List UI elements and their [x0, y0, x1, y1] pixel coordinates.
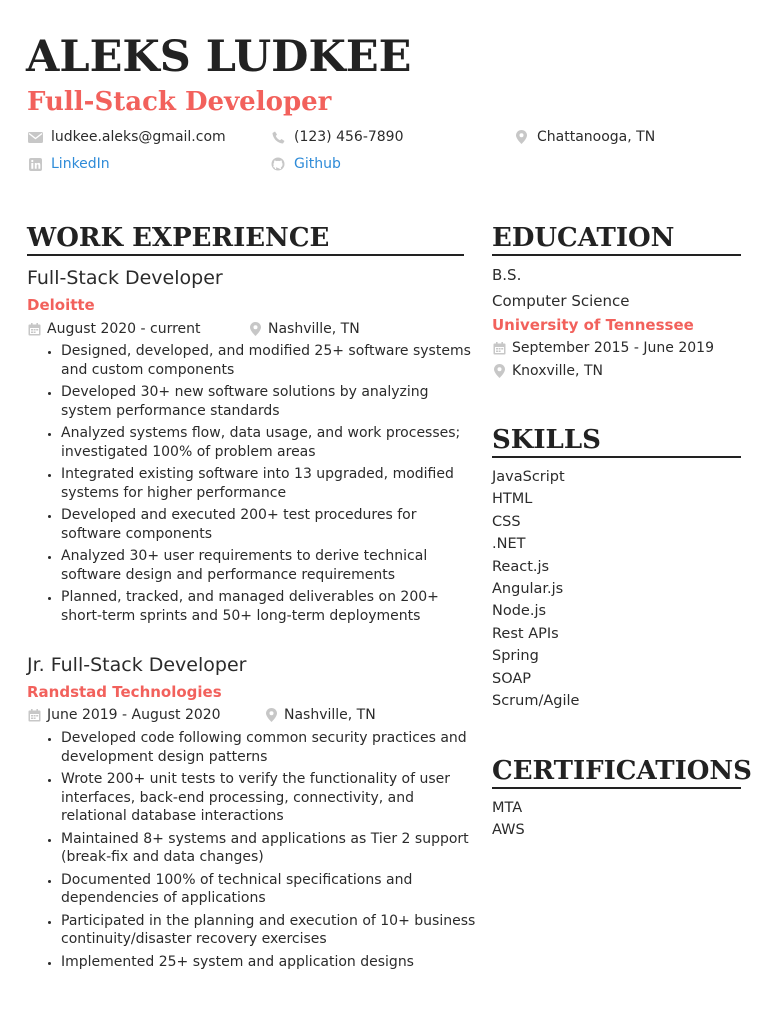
skills-heading: SKILLS	[492, 424, 741, 458]
certifications-list	[492, 797, 525, 842]
job-dates-text: June 2019 - August 2020	[47, 707, 221, 723]
list-item: • Analyzed 30+ user requirements to derive technical software design and performance requirements	[61, 547, 481, 584]
job-location-text: Nashville, TN	[284, 707, 376, 723]
list-item: • Designed, developed, and modified 25+ software systems and custom components	[61, 342, 481, 379]
job-title-1: Full-Stack Developer	[27, 267, 223, 289]
degree: B.S.	[492, 266, 522, 284]
calendar-icon	[27, 323, 41, 336]
location-text: Chattanooga, TN	[537, 129, 656, 145]
job-dates-text: August 2020 - current	[47, 321, 201, 337]
list-item: • Implemented 25+ system and application designs	[61, 953, 481, 972]
linkedin-link[interactable]: LinkedIn	[51, 156, 110, 172]
list-item: Scrum/Agile	[492, 693, 580, 710]
list-item: • Wrote 200+ unit tests to verify the functionality of user interfaces, back-end processing, connectivity, and relational database interactions	[61, 770, 481, 826]
list-item: JavaScript	[492, 469, 565, 485]
map-pin-icon	[492, 364, 506, 378]
work-experience-heading: WORK EXPERIENCE	[27, 222, 464, 256]
skills-list	[492, 466, 579, 712]
list-item: .NET	[492, 536, 526, 553]
list-item: Spring	[492, 648, 539, 665]
list-item: • Developed code following common security practices and development design patterns	[61, 729, 481, 766]
job-location-1	[248, 320, 360, 338]
list-item: AWS	[492, 822, 525, 839]
list-item: • Documented 100% of technical specifications and dependencies of applications	[61, 871, 481, 908]
job-dates-2	[27, 706, 221, 724]
education-location	[492, 362, 603, 380]
resume-name: ALEKS LUDKEE	[26, 32, 412, 82]
list-item: • Participated in the planning and execution of 10+ business continuity/disaster recovery exercises	[61, 912, 481, 949]
list-item: • Analyzed systems flow, data usage, and work processes; investigated 100% of problem areas	[61, 424, 481, 461]
calendar-icon	[27, 709, 41, 722]
list-item: Node.js	[492, 603, 547, 620]
list-item: HTML	[492, 491, 533, 508]
map-pin-icon	[248, 322, 262, 336]
company-2: Randstad Technologies	[27, 683, 222, 701]
contact-location	[513, 128, 655, 146]
contact-phone[interactable]	[270, 128, 404, 146]
education-location-text: Knoxville, TN	[512, 363, 603, 379]
list-item: • Planned, tracked, and managed deliverables on 200+ short-term sprints and 50+ long-term deployments	[61, 588, 481, 625]
resume-job-title: Full-Stack Developer	[27, 87, 332, 117]
map-pin-icon	[513, 130, 529, 144]
phone-text: (123) 456-7890	[294, 129, 404, 145]
job-dates-1	[27, 320, 201, 338]
list-item: Angular.js	[492, 581, 564, 598]
list-item: React.js	[492, 558, 550, 575]
list-item: • Maintained 8+ systems and applications as Tier 2 support (break-fix and data changes)	[61, 830, 481, 867]
calendar-icon	[492, 342, 506, 355]
github-link[interactable]: Github	[294, 156, 341, 172]
email-text: ludkee.aleks@gmail.com	[51, 129, 226, 145]
education-dates	[492, 339, 714, 357]
list-item: • Developed and executed 200+ test procedures for software components	[61, 506, 481, 543]
map-pin-icon	[264, 708, 278, 722]
education-heading: EDUCATION	[492, 222, 741, 256]
job-bullets-2	[43, 729, 481, 975]
list-item: SOAP	[492, 670, 532, 687]
school-name: University of Tennessee	[492, 316, 694, 334]
company-1: Deloitte	[27, 296, 95, 314]
education-dates-text: September 2015 - June 2019	[512, 340, 714, 356]
certifications-heading: CERTIFICATIONS	[492, 755, 741, 789]
list-item: • Integrated existing software into 13 upgraded, modified systems for higher performance	[61, 465, 481, 502]
phone-icon	[270, 131, 286, 144]
list-item: Rest APIs	[492, 625, 559, 642]
contact-linkedin[interactable]	[27, 155, 110, 173]
list-item: • Developed 30+ new software solutions by analyzing system performance standards	[61, 383, 481, 420]
field-of-study: Computer Science	[492, 292, 630, 310]
job-location-2	[264, 706, 376, 724]
job-location-text: Nashville, TN	[268, 321, 360, 337]
envelope-icon	[27, 132, 43, 143]
linkedin-icon	[27, 158, 43, 171]
list-item: CSS	[492, 513, 521, 530]
job-bullets-1	[43, 342, 481, 629]
list-item: MTA	[492, 800, 523, 816]
job-title-2: Jr. Full-Stack Developer	[27, 654, 247, 676]
contact-github[interactable]	[270, 155, 341, 173]
github-icon	[270, 157, 286, 171]
contact-email[interactable]	[27, 128, 226, 146]
